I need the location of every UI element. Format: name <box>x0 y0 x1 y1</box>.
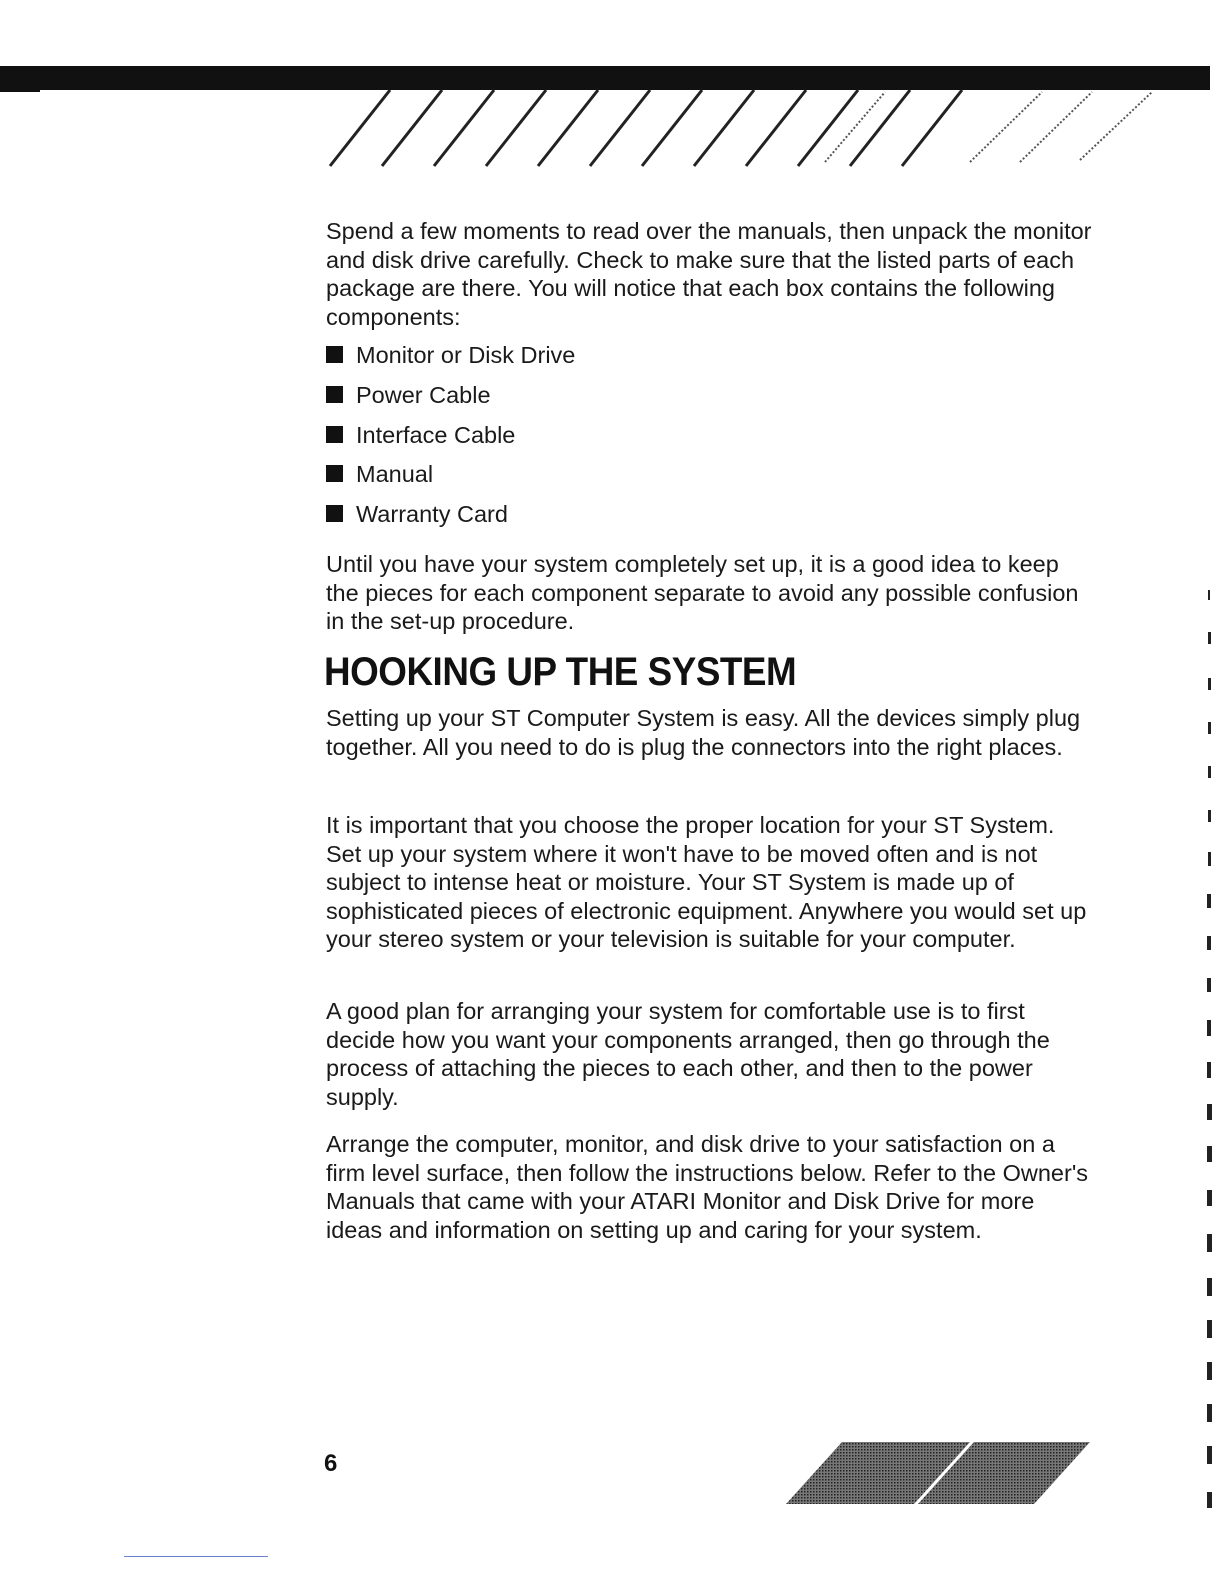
square-bullet-icon <box>326 465 343 482</box>
section-paragraph <box>326 1130 1096 1244</box>
list-item <box>326 341 575 381</box>
footer-stripes-decoration <box>780 1440 1100 1506</box>
component-list <box>326 341 575 540</box>
page-number: 6 <box>324 1450 338 1477</box>
square-bullet-icon <box>326 386 343 403</box>
section-paragraph <box>326 811 1096 954</box>
setup-advice-paragraph <box>326 550 1096 636</box>
list-item-label: Power Cable <box>356 381 491 408</box>
list-item <box>326 500 575 540</box>
section-paragraph <box>326 704 1096 761</box>
paragraph-text: Arrange the computer, monitor, and disk drive to your satisfaction on a firm level surface, then follow the instructions below. Refer to the Owner's Manuals that came with your ATARI Monitor and Disk Drive for more ideas and information on setting up and caring for your system. <box>326 1131 1089 1243</box>
list-item-label: Warranty Card <box>356 501 508 528</box>
list-item <box>326 421 575 461</box>
square-bullet-icon <box>326 426 343 443</box>
list-item-label: Monitor or Disk Drive <box>356 342 576 368</box>
square-bullet-icon <box>326 505 343 522</box>
header-rule-cap <box>0 86 40 92</box>
section-paragraph <box>326 997 1096 1111</box>
section-heading: HOOKING UP THE SYSTEM <box>324 650 797 694</box>
header-stripes-decoration <box>320 88 1180 168</box>
intro-text: Spend a few moments to read over the manuals, then unpack the monitor and disk drive carefully. Check to make sure that the listed parts of each package are there. You will notice that each box contains the following components: <box>326 218 1092 330</box>
paragraph-text: A good plan for arranging your system for comfortable use is to first decide how you want your components arranged, then go through the process of attaching the pieces to each other, and then to the power supply. <box>326 998 1050 1110</box>
scan-edge-line <box>124 1556 268 1557</box>
binding-edge-marks <box>1202 200 1216 1540</box>
header-rule <box>0 66 1210 90</box>
square-bullet-icon <box>326 346 343 363</box>
paragraph-text: It is important that you choose the proper location for your ST System. Set up your system where it won't have to be moved often and is not subject to intense heat or moisture. Your ST System is made up of sophisticated pieces of electronic equipment. Anywhere you would set up your stereo system or your television is suitable for your computer. <box>326 812 1087 952</box>
setup-advice-text: Until you have your system completely set up, it is a good idea to keep the pieces for each component separate to avoid any possible confusion in the set-up procedure. <box>326 551 1079 634</box>
list-item <box>326 381 575 421</box>
intro-paragraph <box>326 217 1096 331</box>
list-item <box>326 460 575 500</box>
list-item-label: Interface Cable <box>356 421 516 448</box>
list-item-label: Manual <box>356 461 434 488</box>
paragraph-text: Setting up your ST Computer System is easy. All the devices simply plug together. All you need to do is plug the connectors into the right places. <box>326 705 1081 760</box>
